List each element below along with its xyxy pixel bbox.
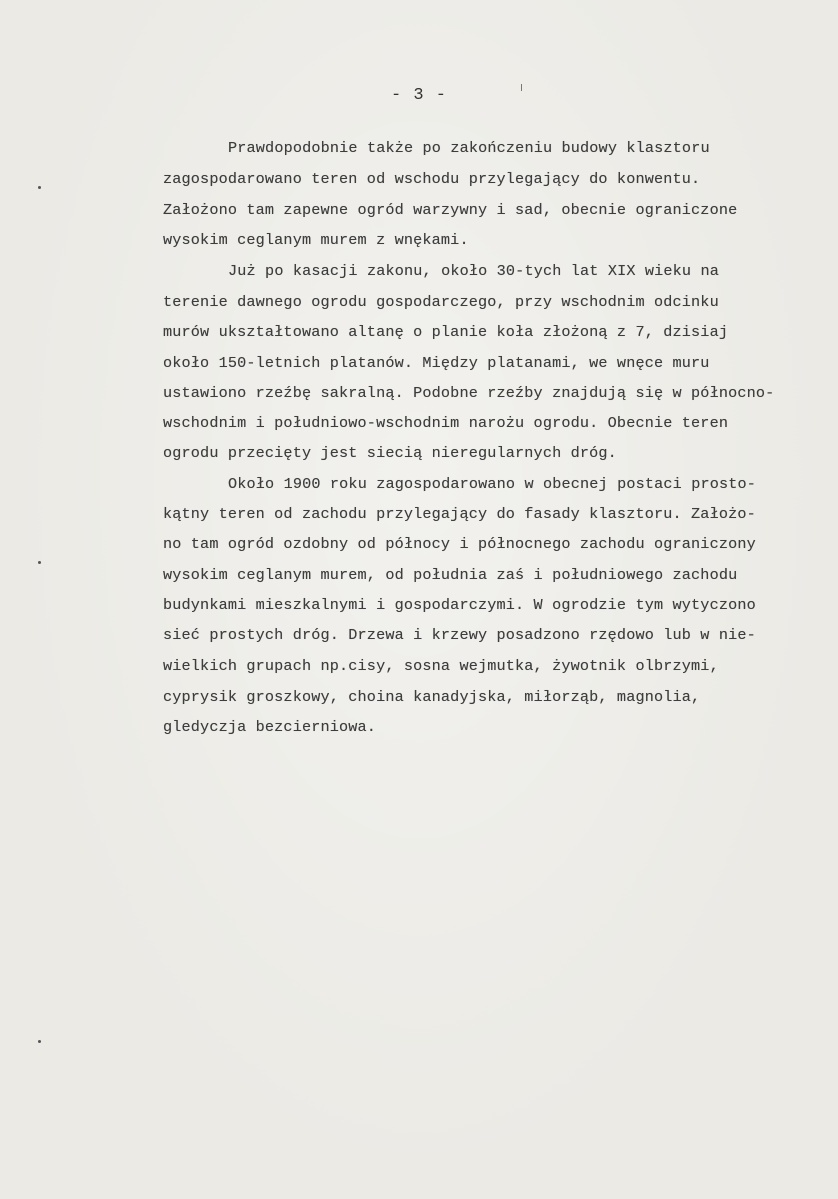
margin-dot — [38, 186, 41, 189]
text-line: wielkich grupach np.cisy, sosna wejmutka, żywotnik olbrzymi, — [163, 657, 719, 675]
text-line: Już po kasacji zakonu, około 30-tych lat XIX wieku na — [228, 262, 719, 280]
text-line: terenie dawnego ogrodu gospodarczego, przy wschodnim odcinku — [163, 293, 719, 311]
text-line: kątny teren od zachodu przylegający do fasady klasztoru. Założo- — [163, 505, 756, 523]
text-line: wysokim ceglanym murem, od południa zaś i południowego zachodu — [163, 566, 738, 584]
text-line: no tam ogród ozdobny od północy i północnego zachodu ograniczony — [163, 535, 756, 553]
text-line: wysokim ceglanym murem z wnękami. — [163, 231, 469, 249]
margin-mark — [521, 84, 522, 91]
text-line: ogrodu przecięty jest siecią nieregularnych dróg. — [163, 444, 617, 462]
text-line: Około 1900 roku zagospodarowano w obecnej postaci prosto- — [228, 475, 757, 493]
text-line: ustawiono rzeźbę sakralną. Podobne rzeźby znajdują się w północno- — [163, 384, 775, 402]
text-line: około 150-letnich platanów. Między platanami, we wnęce muru — [163, 354, 710, 372]
text-line: Założono tam zapewne ogród warzywny i sad, obecnie ograniczone — [163, 201, 738, 219]
text-line: cyprysik groszkowy, choina kanadyjska, miłorząb, magnolia, — [163, 688, 701, 706]
text-line: zagospodarowano teren od wschodu przylegający do konwentu. — [163, 170, 701, 188]
text-line: budynkami mieszkalnymi i gospodarczymi. W ogrodzie tym wytyczono — [163, 596, 756, 614]
text-line: Prawdopodobnie także po zakończeniu budowy klasztoru — [228, 139, 710, 157]
text-line: wschodnim i południowo-wschodnim narożu ogrodu. Obecnie teren — [163, 414, 729, 432]
text-line: sieć prostych dróg. Drzewa i krzewy posadzono rzędowo lub w nie- — [163, 626, 756, 644]
page-number: - 3 - — [390, 86, 447, 105]
text-line: gledyczja bezcierniowa. — [163, 718, 377, 736]
text-line: murów ukształtowano altanę o planie koła złożoną z 7, dzisiaj — [163, 323, 729, 341]
margin-dot — [38, 561, 41, 564]
margin-dot — [38, 1040, 41, 1043]
